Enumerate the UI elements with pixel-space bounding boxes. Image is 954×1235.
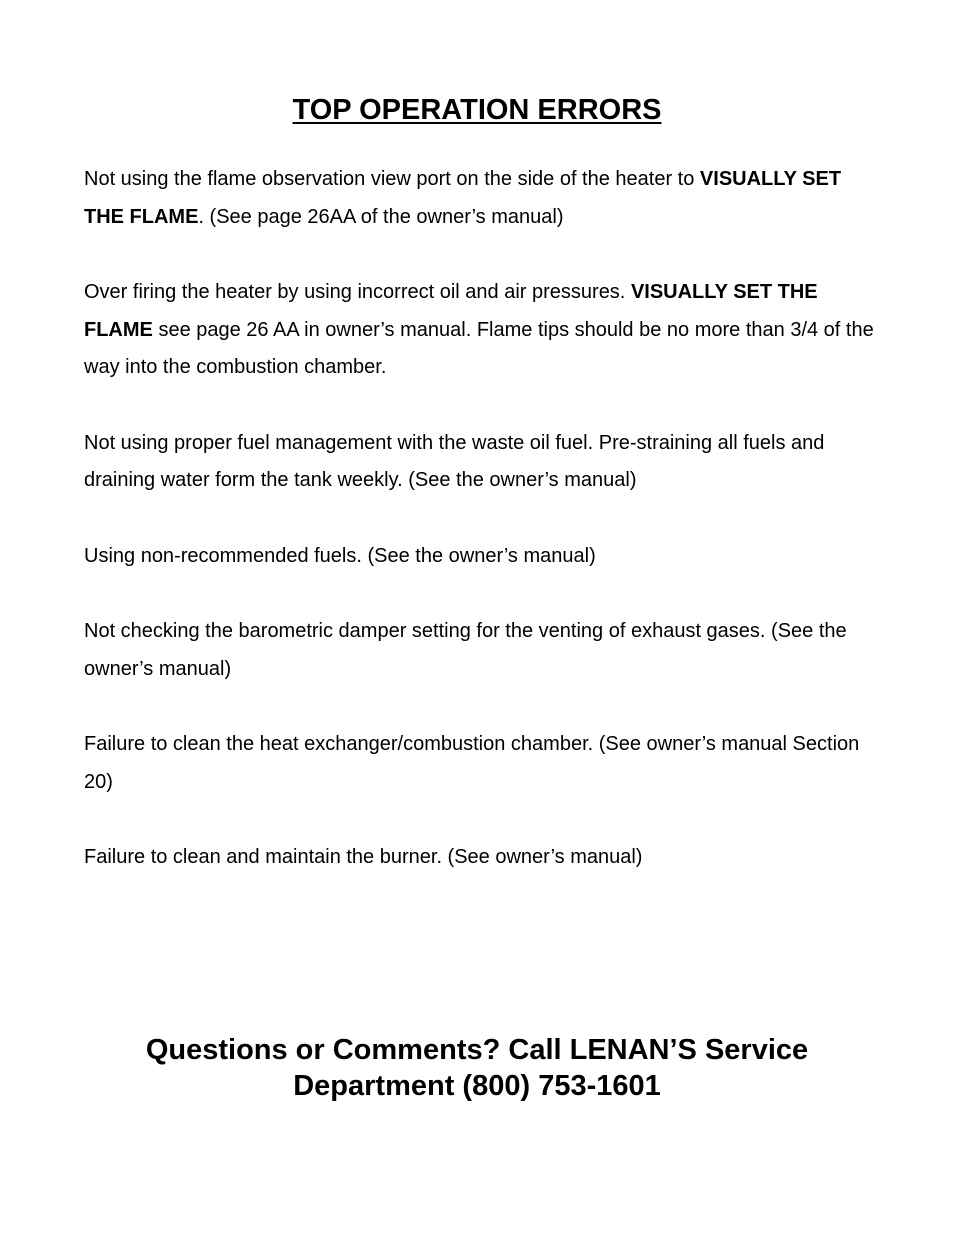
error-item-3: Not using proper fuel management with the waste oil fuel. Pre-straining all fuels and draining water form the tank weekly. (See the owner’s manual): [84, 431, 825, 491]
error-item-7: Failure to clean and maintain the burner. (See owner’s manual): [84, 846, 643, 868]
error-1-emphasis: VISUALLY SET THE FLAME: [84, 168, 842, 228]
error-item-2: [84, 274, 884, 387]
error-1-text: Not using the flame observation view port on the side of the heater to: [84, 168, 700, 190]
error-1-reference: . (See page 26AA of the owner’s manual): [198, 205, 564, 228]
footer-line-2: Department (800) 753-1601: [293, 1070, 661, 1102]
contact-footer: [0, 1032, 954, 1104]
error-item-1: [84, 161, 884, 236]
error-2-emphasis: VISUALLY SET THE FLAME: [84, 281, 818, 341]
error-2-text: Over firing the heater by using incorrect oil and air pressures.: [84, 281, 631, 303]
error-item-5: Not checking the barometric damper setting for the venting of exhaust gases. (See the owner’s manual): [84, 620, 847, 680]
error-item-4: Using non-recommended fuels. (See the owner’s manual): [84, 544, 596, 567]
page-title: TOP OPERATION ERRORS: [292, 94, 662, 126]
footer-line-1: Questions or Comments? Call LENAN’S Service: [145, 1034, 809, 1066]
error-list: [84, 161, 884, 915]
error-2-reference: see page 26 AA in owner’s manual. Flame tips should be no more than 3/4 of the way into the combustion chamber.: [84, 318, 874, 378]
error-item-6: Failure to clean the heat exchanger/combustion chamber. (See owner’s manual Section 20): [84, 733, 860, 793]
